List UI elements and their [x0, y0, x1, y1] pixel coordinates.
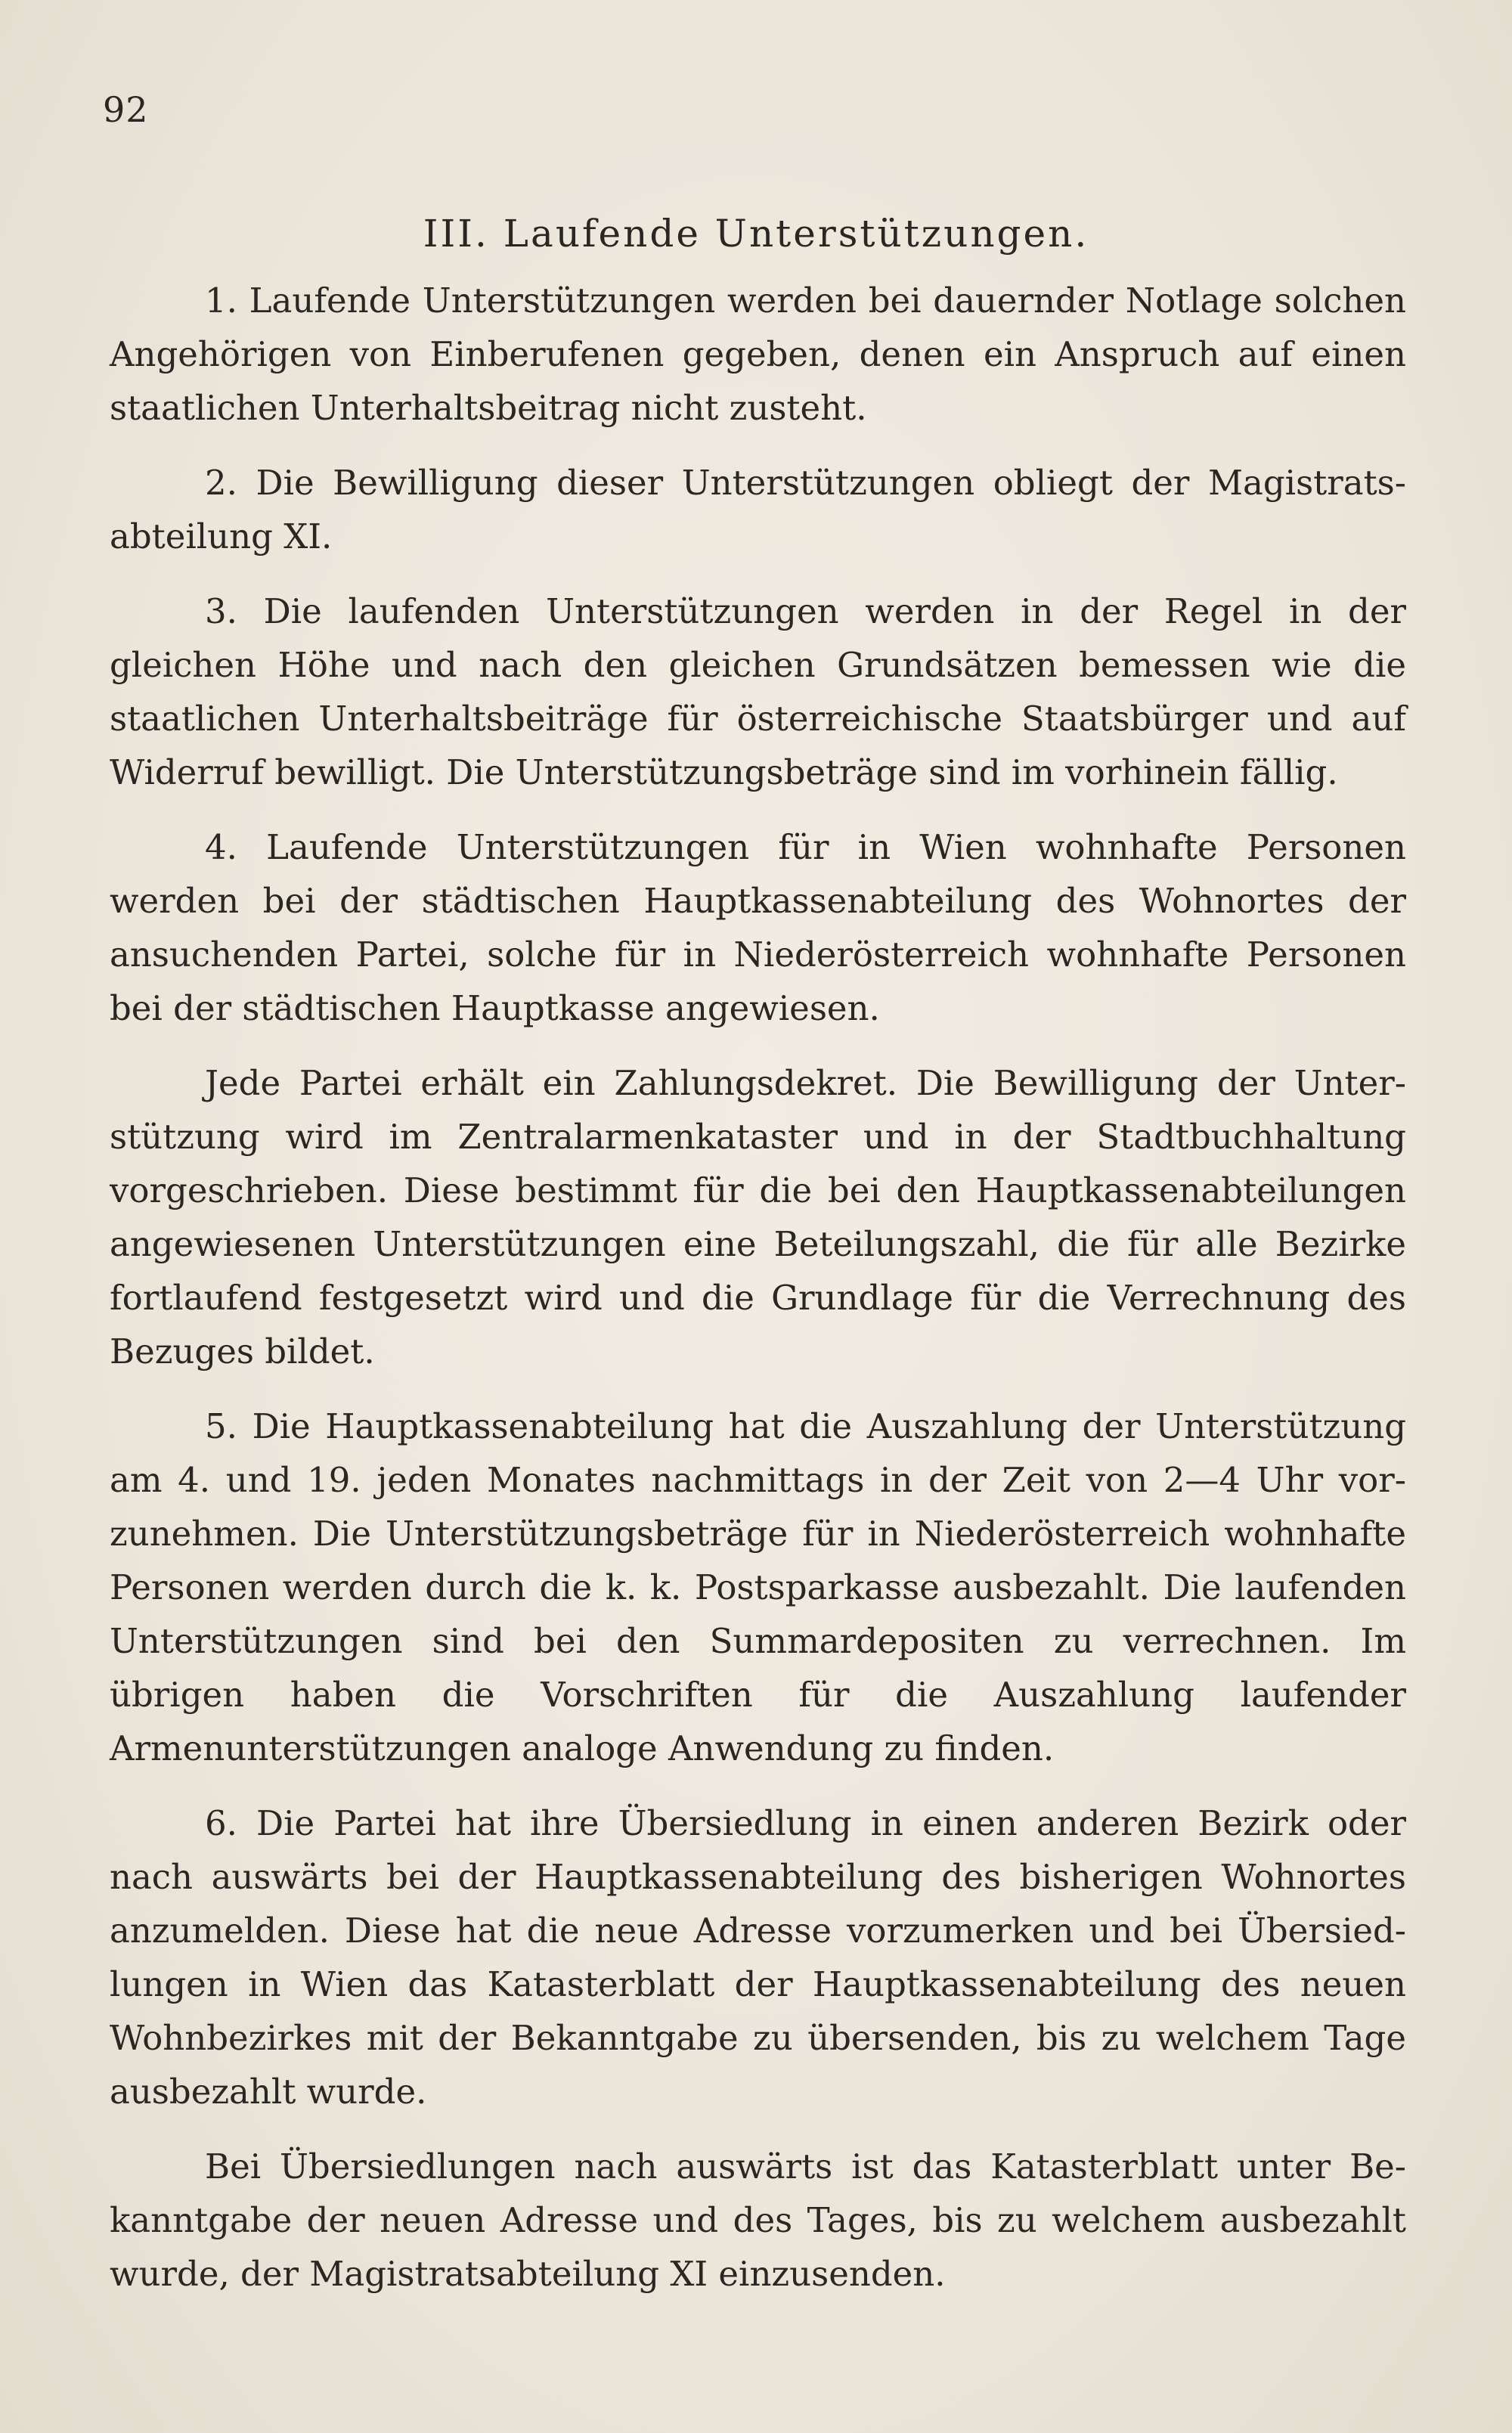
page-number: 92 — [103, 89, 149, 130]
paragraph-3: 3. Die laufenden Unterstützungen werden in der Regel in der gleichen Höhe und nach den gleichen Grundsätzen bemessen wie die staatlichen Unterhaltsbeiträge für österreichische Staatsbürger und auf Widerruf bewilligt. Die Unterstützungsbeträge sind im vorhinein fällig. — [110, 591, 1406, 792]
paragraph-6: 6. Die Partei hat ihre Übersiedlung in einen anderen Bezirk oder nach auswärts bei der Hauptkassenabteilung des bisherigen Wohnortes anzumelden. Diese hat die neue Adresse vorzumerken und bei Übersiedlungen in Wien das Katasterblatt der Hauptkassenabteilung des neuen Wohnbezirkes mit der Bekanntgabe zu übersenden, bis zu welchem Tage ausbezahlt wurde. — [110, 1803, 1406, 2112]
body-text — [110, 274, 1406, 2322]
paragraph-4-continued: Jede Partei erhält ein Zahlungsdekret. Die Bewilligung der Unterstützung wird im Zentralarmenkataster und in der Stadtbuchhaltung vorgeschrieben. Diese bestimmt für die bei den Hauptkassenabteilungen angewiesenen Unterstützungen eine Beteilungszahl, die für alle Bezirke fortlaufend festgesetzt wird und die Grundlage für die Verrechnung des Bezuges bildet. — [110, 1063, 1406, 1371]
section-heading: III. Laufende Unterstützungen. — [423, 212, 1089, 256]
paragraph-5: 5. Die Hauptkassenabteilung hat die Auszahlung der Unterstützung am 4. und 19. jeden Monates nachmittags in der Zeit von 2—4 Uhr vorzunehmen. Die Unterstützungsbeträge für in Niederösterreich wohnhafte Personen werden durch die k. k. Postsparkasse ausbezahlt. Die laufenden Unterstützungen sind bei den Summardepositen zu verrechnen. Im übrigen haben die Vorschriften für die Auszahlung laufender Armenunterstützungen analoge Anwendung zu finden. — [110, 1406, 1406, 1768]
paragraph-2: 2. Die Bewilligung dieser Unterstützungen obliegt der Magistratsabteilung XI. — [110, 463, 1406, 556]
paragraph-4: 4. Laufende Unterstützungen für in Wien wohnhafte Personen werden bei der städtischen Hauptkassenabteilung des Wohnortes der ansuchenden Partei, solche für in Niederösterreich wohnhafte Personen bei der städtischen Hauptkasse angewiesen. — [110, 827, 1406, 1028]
paragraph-6-continued: Bei Übersiedlungen nach auswärts ist das Katasterblatt unter Bekanntgabe der neuen Adresse und des Tages, bis zu welchem ausbezahlt wurde, der Magistratsabteilung XI einzusenden. — [110, 2146, 1406, 2294]
paragraph-1: 1. Laufende Unterstützungen werden bei dauernder Notlage solchen Angehörigen von Einberufenen gegeben, denen ein Anspruch auf einen staatlichen Unterhaltsbeitrag nicht zusteht. — [110, 280, 1406, 428]
